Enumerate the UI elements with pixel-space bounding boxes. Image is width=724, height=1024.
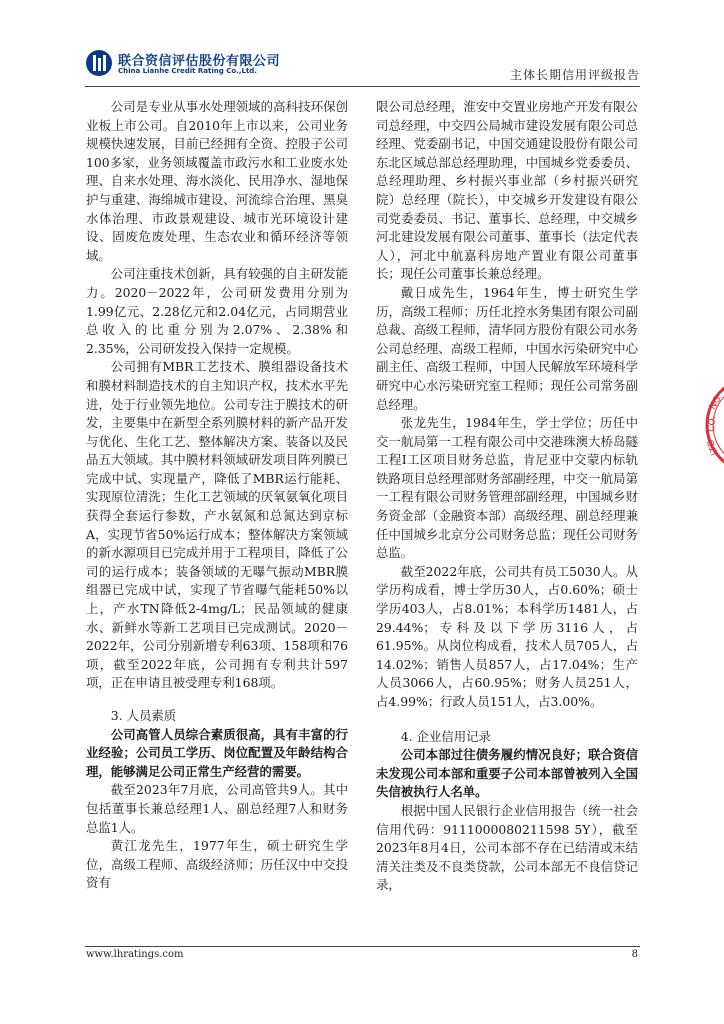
svg-text:CO.: CO. bbox=[707, 415, 719, 433]
company-name-cn: 联合资信评估股份有限公司 bbox=[118, 54, 281, 69]
svg-text:LTD: LTD bbox=[705, 437, 721, 457]
left-column bbox=[86, 98, 348, 893]
company-seal-icon bbox=[700, 370, 724, 480]
section-summary: 公司本部过往债务履约情况良好；联合资信未发现公司本部和重要子公司本部曾被列入全国失信被执行人名单。 bbox=[376, 747, 638, 800]
section-heading: 3. 人员素质 bbox=[110, 708, 177, 723]
paragraph: 截至2022年底，公司共有员工5030人。从学历构成看，博士学历30人，占0.60%；硕士学历403人，占8.01%；本科学历1481人，占29.44%；专科及以下学历3116人，占61.95%。从岗位构成看，技术人员705人，占14.02%；销售人员857人，占17.04%；生产人员3066人，占60.95%；财务人员251人，占4.99%；行政人员151人，占3.00%。 bbox=[376, 563, 638, 709]
company-name-en: China Lianhe Credit Rating Co.,Ltd. bbox=[118, 67, 257, 75]
paragraph: 公司是专业从事水处理领域的高科技环保创业板上市公司。自2010年上市以来，公司业务规模快速发展，目前已经拥有全资、控股子公司100多家，业务领域覆盖市政污水和工业废水处理、自来水处理、海水淡化、民用净水、湿地保护与重建、海绵城市建设、河流综合治理、黑臭水体治理、市政景观建设、城市光环境设计建设、固废危废处理、生态农业和循环经济等领域。 bbox=[86, 99, 348, 263]
footer-website: www.lhratings.com bbox=[86, 949, 184, 960]
paragraph: 截至2023年7月底，公司高管共9人。其中包括董事长兼总经理1人、副总经理7人和财务总监1人。 bbox=[86, 782, 348, 835]
svg-text:NG: NG bbox=[707, 394, 724, 412]
paragraph: 张龙先生，1984年生，学士学位；历任中交一航局第一工程有限公司中交港珠澳大桥岛隧工程I工区项目财务总监，肯尼亚中交蒙内标轨铁路项目总经理部财务部副经理，中交一航局第一工程有限公司财务管理部副经理，中国城乡财务资金部（金融资本部）高级经理、副总经理兼任中国城乡北京分公司财务总监；现任公司财务总监。 bbox=[376, 415, 638, 561]
company-logo-icon bbox=[85, 49, 113, 77]
paragraph: 黄江龙先生，1977年生，硕士研究生学位，高级工程师、高级经济师；历任汉中中交投资有 bbox=[86, 838, 348, 891]
section-summary: 公司高管人员综合素质很高，具有丰富的行业经验；公司员工学历、岗位配置及年龄结构合理，能够满足公司正常生产经营的需要。 bbox=[86, 726, 348, 779]
footer-divider bbox=[85, 946, 640, 947]
right-column bbox=[376, 98, 638, 895]
paragraph: 公司注重技术创新，具有较强的自主研发能力。2020－2022年，公司研发费用分别为1.99亿元、2.28亿元和2.04亿元，占同期营业总收入的比重分别为2.07%、2.38%和2.35%，公司研发投入保持一定规模。 bbox=[86, 266, 348, 356]
paragraph: 限公司总经理，淮安中交置业房地产开发有限公司总经理，中交四公局城市建设发展有限公司总经理、党委副书记，中国交通建设股份有限公司东北区域总部总经理助理，中国城乡党委委员、总经理助理、乡村振兴事业部（乡村振兴研究院）总经理（院长），中交城乡开发建设有限公司党委委员、书记、董事长、总经理，中交城乡河北建设发展有限公司董事、董事长（法定代表人），河北中航嘉科房地产置业有限公司董事长；现任公司董事长兼总经理。 bbox=[376, 99, 638, 282]
section-heading: 4. 企业信用记录 bbox=[400, 728, 491, 744]
page-number: 8 bbox=[631, 949, 638, 960]
paragraph: 戴日成先生，1964年生，博士研究生学历，高级工程师；历任北控水务集团有限公司副总裁、高级工程师，清华同方股份有限公司水务公司总经理、高级工程师，中国水污染研究中心副主任、高级工程师，中国人民解放军环境科学研究中心水污染研究室工程师；现任公司常务副总经理。 bbox=[376, 284, 638, 412]
report-title: 主体长期信用评级报告 bbox=[509, 68, 640, 82]
header-divider bbox=[85, 86, 640, 87]
page-header bbox=[85, 46, 640, 86]
paragraph: 根据中国人民银行企业信用报告（统一社会信用代码：9111000080211598 5Y），截至2023年8月4日，公司本部不存在已结清或未结清关注类及不良类贷款，公司本部无不良信贷记录， bbox=[376, 802, 638, 893]
paragraph: 公司拥有MBR工艺技术、膜组器设备技术和膜材料制造技术的自主知识产权，技术水平先进，处于行业领先地位。公司专注于膜技术的研发，主要集中在新型全系列膜材料的新产品开发与优化、生化工艺、整体解决方案、装备以及民品五大领域。其中膜材料领域研发项目阵列膜已完成中试、实现量产，降低了MBR运行能耗、实现原位清洗；生化工艺领域的厌氧氨氧化项目获得全套运行参数，产水氨氮和总氮达到京标A，实现节省50%运行成本；整体解决方案领域的新水源项目已完成并用于工程项目，降低了公司的运行成本；装备领域的无曝气振动MBR膜组器已完成中试，实现了节省曝气能耗50%以上，产水TN降低2-4mg/L；民品领域的健康水、新鲜水等新工艺项目已完成测试。2020－2022年，公司分别新增专利63项、158项和76项，截至2022年底，公司拥有专利共计597项，正在申请且被受理专利168项。 bbox=[86, 359, 348, 691]
